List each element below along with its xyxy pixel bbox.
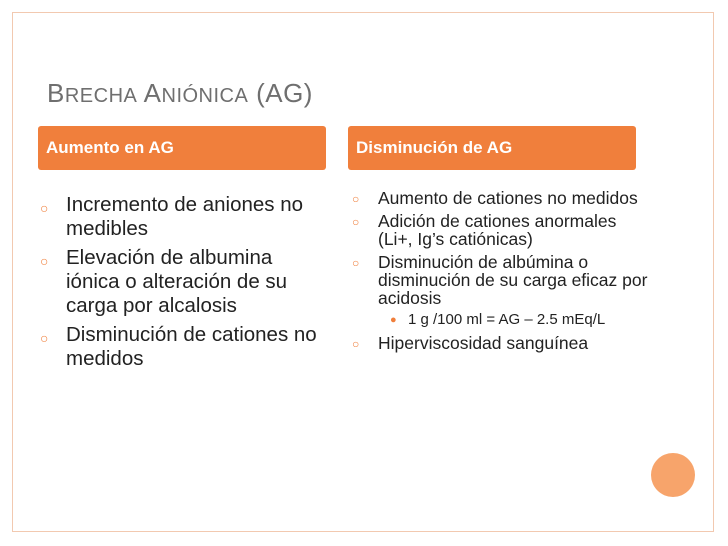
ring-bullet-icon: ○ (352, 256, 360, 270)
list-item-text: Disminución de albúmina o disminución de su carga eficaz por acidosis (378, 252, 648, 308)
list-item-text: Aumento de cationes no medidos (378, 188, 638, 208)
ring-bullet-icon: ○ (352, 337, 360, 351)
list-item-text: Hiperviscosidad sanguínea (378, 333, 589, 353)
header-disminucion: Disminución de AG (348, 126, 636, 170)
title-cap-1: B (47, 78, 65, 108)
slide-title (47, 78, 313, 109)
list-item (40, 246, 330, 318)
dot-bullet-icon: ● (390, 314, 397, 326)
ring-bullet-icon: ○ (40, 253, 49, 269)
list-aumento (40, 193, 330, 376)
sub-list-item-text: 1 g /100 ml = AG – 2.5 mEq/L (408, 311, 606, 328)
list-item (352, 334, 652, 352)
ring-bullet-icon: ○ (352, 215, 360, 229)
sub-list-item (378, 312, 652, 328)
decorative-circle (651, 453, 695, 497)
title-cap-2: A (143, 78, 162, 108)
list-item-text: Disminución de cationes no medidos (66, 323, 317, 370)
ring-bullet-icon: ○ (40, 200, 49, 216)
ring-bullet-icon: ○ (40, 330, 49, 346)
list-item (352, 189, 652, 207)
list-item-text: Adición de cationes anormales (Li+, Ig’s catiónicas) (378, 211, 617, 249)
list-item-text: Incremento de aniones no medibles (66, 193, 304, 240)
title-suffix: (AG) (256, 78, 313, 108)
title-rest-1: RECHA (64, 85, 138, 107)
list-disminucion (352, 189, 652, 357)
list-item (352, 212, 652, 248)
list-item (40, 323, 330, 371)
ring-bullet-icon: ○ (352, 192, 360, 206)
list-item-text: Elevación de albumina iónica o alteración de su carga por alcalosis (66, 246, 288, 317)
list-item (40, 193, 330, 241)
header-aumento: Aumento en AG (38, 126, 326, 170)
list-item (352, 253, 652, 307)
title-rest-2: NIÓNICA (161, 85, 249, 107)
